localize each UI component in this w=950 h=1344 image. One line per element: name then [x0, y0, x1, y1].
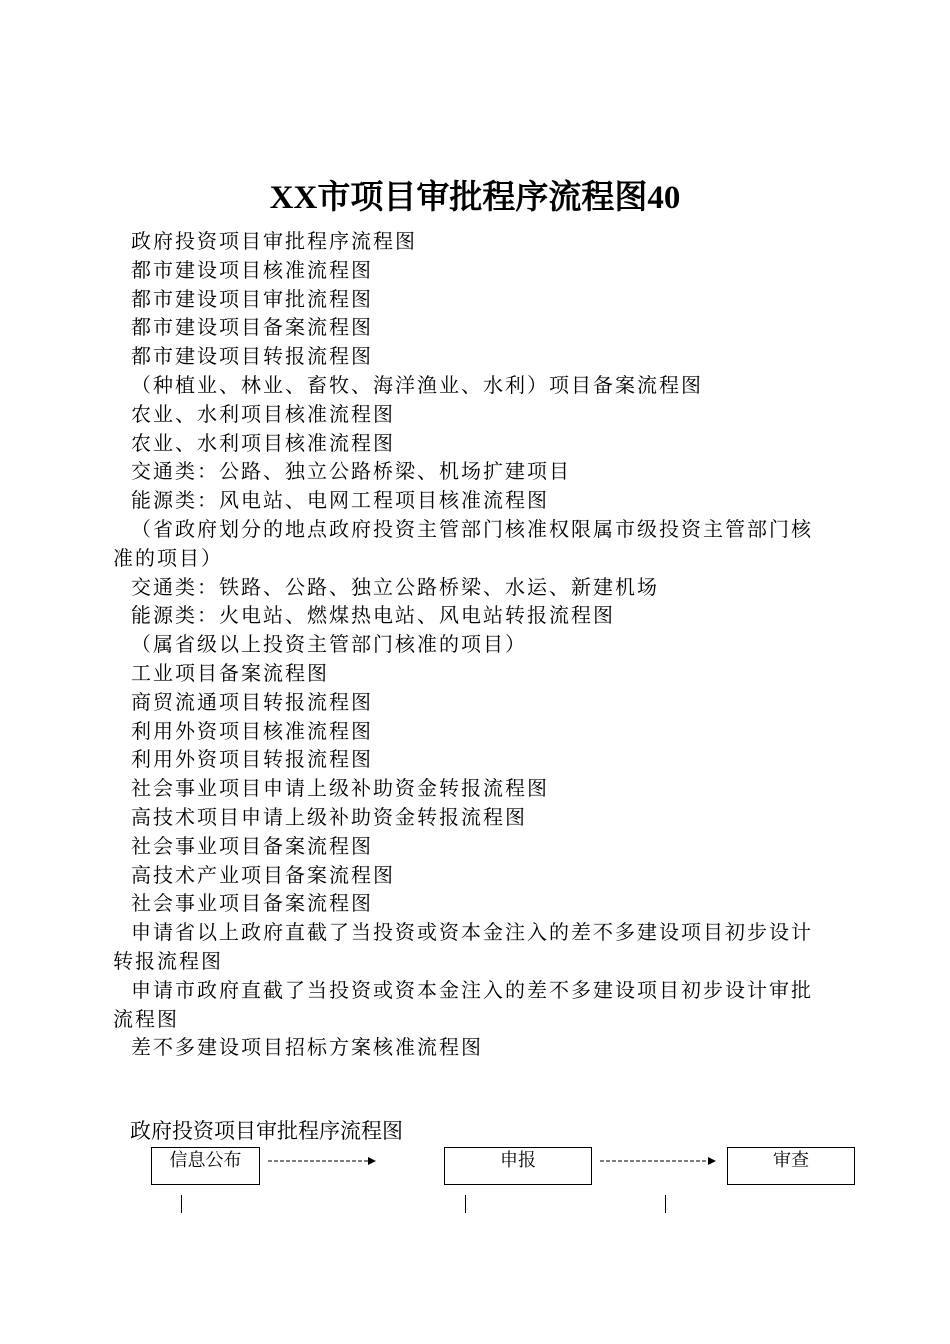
list-item: 申请市政府直截了当投资或资本金注入的差不多建设项目初步设计审批流程图	[113, 977, 813, 1031]
list-item: 利用外资项目核准流程图	[131, 718, 373, 743]
dashed-arrow-icon	[268, 1153, 376, 1169]
list-item: 工业项目备案流程图	[131, 660, 329, 685]
list-item: 高技术产业项目备案流程图	[131, 862, 395, 887]
list-item: 社会事业项目备案流程图	[131, 833, 373, 858]
list-item: （属省级以上投资主管部门核准的项目）	[131, 632, 527, 657]
flow-box-apply: 申报	[444, 1147, 592, 1185]
list-item: 都市建设项目转报流程图	[131, 344, 373, 369]
list-item: 都市建设项目审批流程图	[131, 286, 373, 311]
list-item: 商贸流通项目转报流程图	[131, 689, 373, 714]
list-item: 都市建设项目核准流程图	[131, 257, 373, 282]
list-item: 社会事业项目申请上级补助资金转报流程图	[131, 776, 549, 801]
list-item: 差不多建设项目招标方案核准流程图	[131, 1035, 483, 1060]
list-item: 交通类：公路、独立公路桥梁、机场扩建项目	[131, 459, 571, 484]
list-item: 交通类：铁路、公路、独立公路桥梁、水运、新建机场	[131, 574, 659, 599]
list-item: 能源类：火电站、燃煤热电站、风电站转报流程图	[131, 603, 615, 628]
list-item: 社会事业项目备案流程图	[131, 891, 373, 916]
flow-connector-line	[665, 1195, 666, 1213]
flow-connector-line	[181, 1195, 182, 1213]
dashed-arrow-icon	[600, 1153, 716, 1169]
list-item: 农业、水利项目核准流程图	[131, 430, 395, 455]
list-item: 利用外资项目转报流程图	[131, 747, 373, 772]
list-item: 政府投资项目审批程序流程图	[131, 229, 417, 253]
list-item: 高技术项目申请上级补助资金转报流程图	[131, 804, 527, 829]
list-item: 农业、水利项目核准流程图	[131, 401, 395, 426]
flow-box-info-publish: 信息公布	[151, 1147, 260, 1185]
list-item: 能源类：风电站、电网工程项目核准流程图	[131, 488, 549, 513]
list-item: （省政府划分的地点政府投资主管部门核准权限属市级投资主管部门核准的项目）	[113, 516, 813, 570]
flowchart-title: 政府投资项目审批程序流程图	[130, 1119, 403, 1143]
page-title: XX市项目审批程序流程图40	[269, 180, 681, 216]
list-item: 都市建设项目备案流程图	[131, 315, 373, 340]
flowchart-list	[113, 227, 833, 1062]
flow-connector-line	[465, 1195, 466, 1213]
flow-box-review: 审查	[727, 1147, 855, 1185]
list-item: （种植业、林业、畜牧、海洋渔业、水利）项目备案流程图	[131, 372, 703, 397]
list-item: 申请省以上政府直截了当投资或资本金注入的差不多建设项目初步设计转报流程图	[113, 920, 813, 973]
